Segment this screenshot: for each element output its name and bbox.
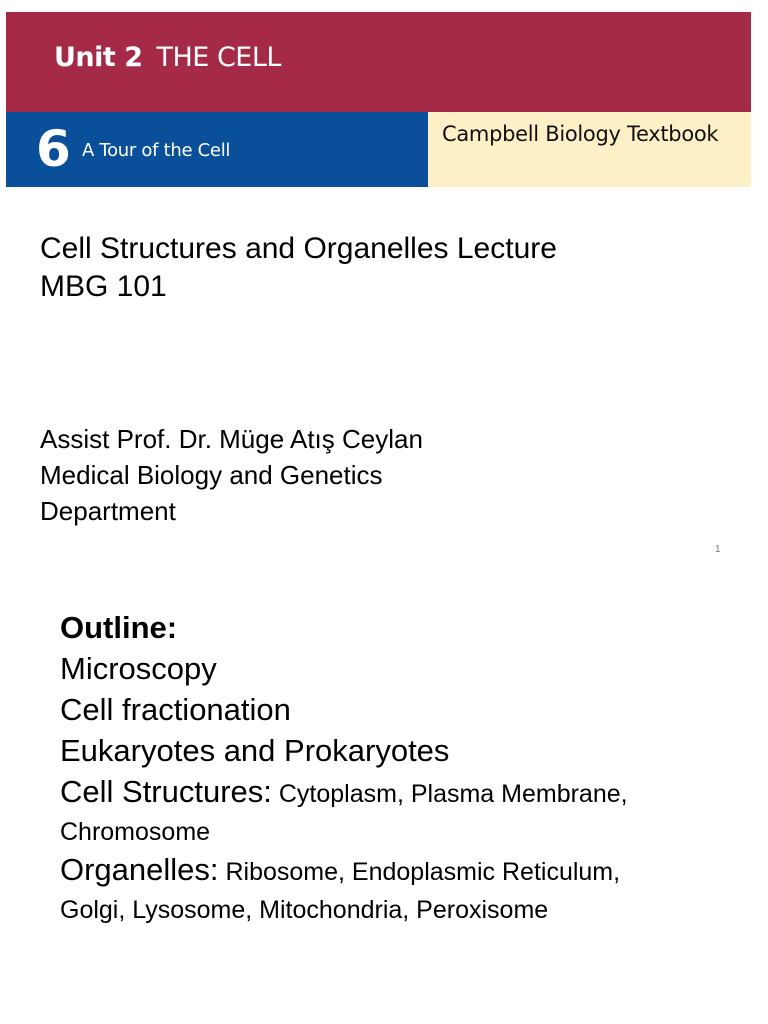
- unit-name: THE CELL: [156, 42, 281, 73]
- lecture-title-line1: Cell Structures and Organelles Lecture: [40, 232, 557, 265]
- cell-structures-label: Cell Structures:: [60, 774, 272, 809]
- organelles-label: Organelles:: [60, 852, 219, 887]
- cell-structures-list: Cytoplasm, Plasma Membrane,: [271, 780, 628, 808]
- organelles-list: Ribosome, Endoplasmic Reticulum,: [218, 858, 621, 886]
- department-line2: Department: [40, 496, 176, 526]
- slide-number: 1: [715, 544, 721, 555]
- author-name: Assist Prof. Dr. Müge Atış Ceylan: [40, 424, 423, 454]
- unit-title: [54, 42, 281, 73]
- outline-item-cell-structures: [60, 771, 628, 815]
- organelles-list-continued: Golgi, Lysosome, Mitochondria, Peroxisome: [60, 896, 549, 924]
- unit-banner: [6, 12, 751, 112]
- outline-heading: Outline:: [60, 610, 178, 645]
- textbook-label: Campbell Biology Textbook: [442, 122, 719, 146]
- unit-label: Unit 2: [54, 42, 143, 73]
- author-block: [40, 421, 423, 529]
- cell-structures-list-continued: Chromosome: [60, 818, 211, 846]
- department-line1: Medical Biology and Genetics: [40, 460, 383, 490]
- outline: [60, 608, 628, 927]
- chapter-title: A Tour of the Cell: [82, 140, 231, 161]
- outline-item-organelles: [60, 849, 628, 893]
- outline-item-eukaryotes-prokaryotes: Eukaryotes and Prokaryotes: [60, 733, 450, 768]
- chapter-banner: [6, 112, 428, 187]
- outline-item-cell-fractionation: Cell fractionation: [60, 692, 291, 727]
- outline-item-microscopy: Microscopy: [60, 651, 217, 686]
- textbook-banner: [428, 112, 751, 187]
- lecture-title: [40, 230, 557, 306]
- chapter-number: 6: [36, 120, 71, 178]
- lecture-course-code: MBG 101: [40, 270, 167, 303]
